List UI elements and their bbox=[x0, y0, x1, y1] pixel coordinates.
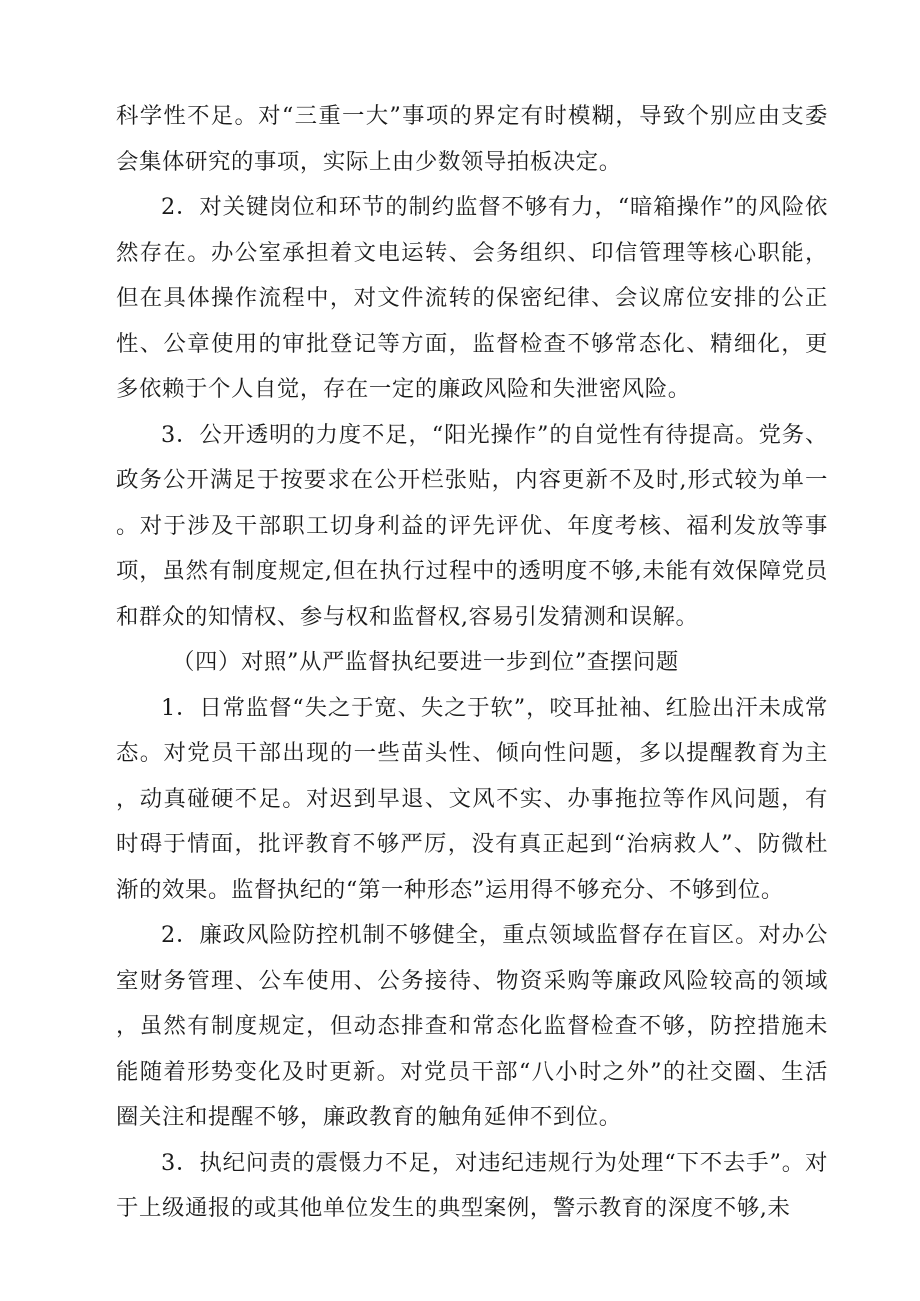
document-body bbox=[116, 94, 828, 1232]
paragraph-item-2-supervision: 2．对关键岗位和环节的制约监督不够有力，“暗箱操作”的风险依然存在。办公室承担着文电运转、会务组织、印信管理等核心职能，但在具体操作流程中，对文件流转的保密纪律、会议席位安排的公正性、公章使用的审批登记等方面，监督检查不够常态化、精细化，更多依赖于个人自觉，存在一定的廉政风险和失泄密风险。 bbox=[116, 194, 828, 402]
paragraph-item-1-daily-supervision: 1．日常监督“失之于宽、失之于软”，咬耳扯袖、红脸出汗未成常态。对党员干部出现的一些苗头性、倾向性问题，多以提醒教育为主，动真碰硬不足。对迟到早退、文风不实、办事拖拉等作风问题，有时碍于情面，批评教育不够严厉，没有真正起到“治病救人”、防微杜渐的效果。监督执纪的“第一种形态”运用得不够充分、不够到位。 bbox=[116, 694, 828, 903]
section-heading-4: （四）对照”从严监督执纪要进一步到位”查摆问题 bbox=[172, 649, 679, 675]
paragraph-continuation: 科学性不足。对“三重一大”事项的界定有时模糊，导致个别应由支委会集体研究的事项，实际上由少数领导拍板决定。 bbox=[116, 103, 828, 175]
paragraph-item-3-accountability: 3．执纪问责的震慑力不足，对违纪违规行为处理“下不去手”。对于上级通报的或其他单位发生的典型案例，警示教育的深度不够,未 bbox=[116, 1149, 828, 1221]
paragraph-item-2-risk-control: 2．廉政风险防控机制不够健全，重点领域监督存在盲区。对办公室财务管理、公车使用、公务接待、物资采购等廉政风险较高的领域，虽然有制度规定，但动态排查和常态化监督检查不够，防控措施未能随着形势变化及时更新。对党员干部“八小时之外”的社交圈、生活圈关注和提醒不够，廉政教育的触角延伸不到位。 bbox=[116, 922, 828, 1130]
paragraph-item-3-transparency: 3．公开透明的力度不足，“阳光操作”的自觉性有待提高。党务、政务公开满足于按要求在公开栏张贴，内容更新不及时,形式较为单一。对于涉及干部职工切身利益的评先评优、年度考核、福利发放等事项，虽然有制度规定,但在执行过程中的透明度不够,未能有效保障党员和群众的知情权、参与权和监督权,容易引发猜测和误解。 bbox=[116, 421, 828, 630]
